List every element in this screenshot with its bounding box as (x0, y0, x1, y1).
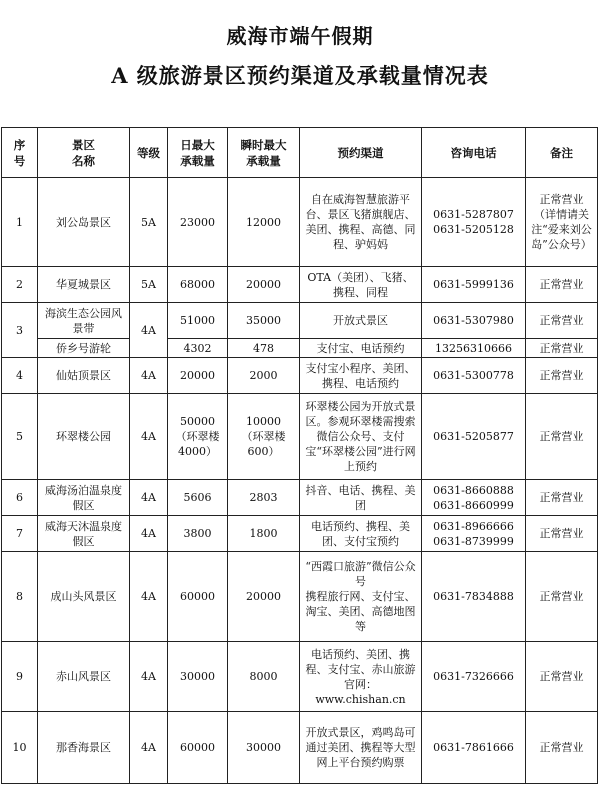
cell-no: 4 (2, 358, 38, 394)
cell-channel: 支付宝、电话预约 (300, 339, 422, 358)
cell-phone: 0631-5205877 (422, 394, 526, 480)
cell-instant-max: 478 (228, 339, 300, 358)
cell-name: 成山头风景区 (38, 552, 130, 642)
header-phone: 咨询电话 (422, 128, 526, 178)
table-row (2, 267, 598, 303)
cell-name: 威海汤泊温泉度假区 (38, 480, 130, 516)
cell-channel: 支付宝小程序、美团、携程、电话预约 (300, 358, 422, 394)
cell-remark: 正常营业 (526, 516, 598, 552)
cell-daily-max: 68000 (168, 267, 228, 303)
cell-remark: 正常营业 （详情请关注“爱来刘公岛”公众号） (526, 178, 598, 267)
cell-daily-max: 51000 (168, 303, 228, 339)
cell-remark: 正常营业 (526, 267, 598, 303)
table-row (2, 516, 598, 552)
cell-no: 2 (2, 267, 38, 303)
cell-name: 仙姑顶景区 (38, 358, 130, 394)
cell-instant-max: 2000 (228, 358, 300, 394)
table-row (2, 303, 598, 339)
cell-phone: 0631-7861666 (422, 712, 526, 784)
cell-name: 环翠楼公园 (38, 394, 130, 480)
cell-phone: 0631-8966666 0631-8739999 (422, 516, 526, 552)
cell-phone: 0631-7326666 (422, 642, 526, 712)
cell-daily-max: 60000 (168, 712, 228, 784)
header-no: 序 号 (2, 128, 38, 178)
cell-phone: 13256310666 (422, 339, 526, 358)
table-row (2, 552, 598, 642)
table-row (2, 394, 598, 480)
cell-daily-max: 20000 (168, 358, 228, 394)
cell-name: 刘公岛景区 (38, 178, 130, 267)
table-row (2, 642, 598, 712)
cell-daily-max: 5606 (168, 480, 228, 516)
cell-remark: 正常营业 (526, 552, 598, 642)
cell-daily-max: 23000 (168, 178, 228, 267)
header-daily-max: 日最大 承载量 (168, 128, 228, 178)
scenic-area-table (1, 127, 598, 784)
cell-level: 4A (130, 712, 168, 784)
cell-daily-max: 60000 (168, 552, 228, 642)
cell-name: 那香海景区 (38, 712, 130, 784)
cell-phone: 0631-8660888 0631-8660999 (422, 480, 526, 516)
document-title-line-2: A 级旅游景区预约渠道及承载量情况表 (111, 63, 489, 88)
cell-name: 海滨生态公园风景带 (38, 303, 130, 339)
table-header-row (2, 128, 598, 178)
cell-level: 4A (130, 516, 168, 552)
document-title-line-1: 威海市端午假期 (226, 24, 374, 48)
header-remark: 备注 (526, 128, 598, 178)
cell-instant-max: 30000 (228, 712, 300, 784)
cell-name: 威海天沐温泉度假区 (38, 516, 130, 552)
cell-name: 侨乡号游轮 (38, 339, 130, 358)
cell-remark: 正常营业 (526, 303, 598, 339)
cell-channel: OTA（美团）、飞猪、携程、同程 (300, 267, 422, 303)
cell-instant-max: 2803 (228, 480, 300, 516)
cell-channel: 电话预约、携程、美团、支付宝预约 (300, 516, 422, 552)
cell-remark: 正常营业 (526, 480, 598, 516)
cell-name: 华夏城景区 (38, 267, 130, 303)
cell-level: 5A (130, 267, 168, 303)
cell-daily-max: 50000 （环翠楼 4000） (168, 394, 228, 480)
cell-phone: 0631-5999136 (422, 267, 526, 303)
header-instant-max: 瞬时最大 承载量 (228, 128, 300, 178)
cell-level: 4A (130, 642, 168, 712)
cell-remark: 正常营业 (526, 339, 598, 358)
cell-phone: 0631-5287807 0631-5205128 (422, 178, 526, 267)
cell-channel: 抖音、电话、携程、美团 (300, 480, 422, 516)
table-row (2, 480, 598, 516)
cell-channel: “西霞口旅游”微信公众号 携程旅行网、支付宝、淘宝、美团、高德地图等 (300, 552, 422, 642)
cell-level: 4A (130, 358, 168, 394)
cell-channel: 电话预约、美团、携程、支付宝、赤山旅游官网： www.chishan.cn (300, 642, 422, 712)
cell-no: 5 (2, 394, 38, 480)
cell-remark: 正常营业 (526, 394, 598, 480)
cell-instant-max: 12000 (228, 178, 300, 267)
header-channel: 预约渠道 (300, 128, 422, 178)
cell-channel: 开放式景区 (300, 303, 422, 339)
cell-level: 4A (130, 552, 168, 642)
cell-level: 4A (130, 303, 168, 358)
cell-daily-max: 3800 (168, 516, 228, 552)
cell-level: 5A (130, 178, 168, 267)
header-name: 景区 名称 (38, 128, 130, 178)
cell-phone: 0631-7834888 (422, 552, 526, 642)
cell-phone: 0631-5300778 (422, 358, 526, 394)
cell-remark: 正常营业 (526, 358, 598, 394)
cell-instant-max: 20000 (228, 552, 300, 642)
header-level: 等级 (130, 128, 168, 178)
cell-instant-max: 20000 (228, 267, 300, 303)
cell-phone: 0631-5307980 (422, 303, 526, 339)
table-row (2, 358, 598, 394)
cell-no: 6 (2, 480, 38, 516)
table-row (2, 339, 598, 358)
cell-no: 1 (2, 178, 38, 267)
cell-instant-max: 35000 (228, 303, 300, 339)
cell-level: 4A (130, 480, 168, 516)
cell-daily-max: 4302 (168, 339, 228, 358)
cell-no: 9 (2, 642, 38, 712)
cell-no: 7 (2, 516, 38, 552)
cell-name: 赤山风景区 (38, 642, 130, 712)
cell-no: 8 (2, 552, 38, 642)
cell-remark: 正常营业 (526, 642, 598, 712)
cell-no: 3 (2, 303, 38, 358)
cell-instant-max: 8000 (228, 642, 300, 712)
cell-no: 10 (2, 712, 38, 784)
cell-channel: 环翠楼公园为开放式景区。参观环翠楼需搜索微信公众号、支付宝“环翠楼公园”进行网上预约 (300, 394, 422, 480)
cell-remark: 正常营业 (526, 712, 598, 784)
cell-channel: 开放式景区，鸡鸣岛可通过美团、携程等大型网上平台预约购票 (300, 712, 422, 784)
table-row (2, 712, 598, 784)
cell-daily-max: 30000 (168, 642, 228, 712)
cell-instant-max: 1800 (228, 516, 300, 552)
table-row (2, 178, 598, 267)
cell-instant-max: 10000 （环翠楼 600） (228, 394, 300, 480)
cell-level: 4A (130, 394, 168, 480)
cell-channel: 自在威海智慧旅游平台、景区飞猪旗舰店、美团、携程、高德、同程、驴妈妈 (300, 178, 422, 267)
